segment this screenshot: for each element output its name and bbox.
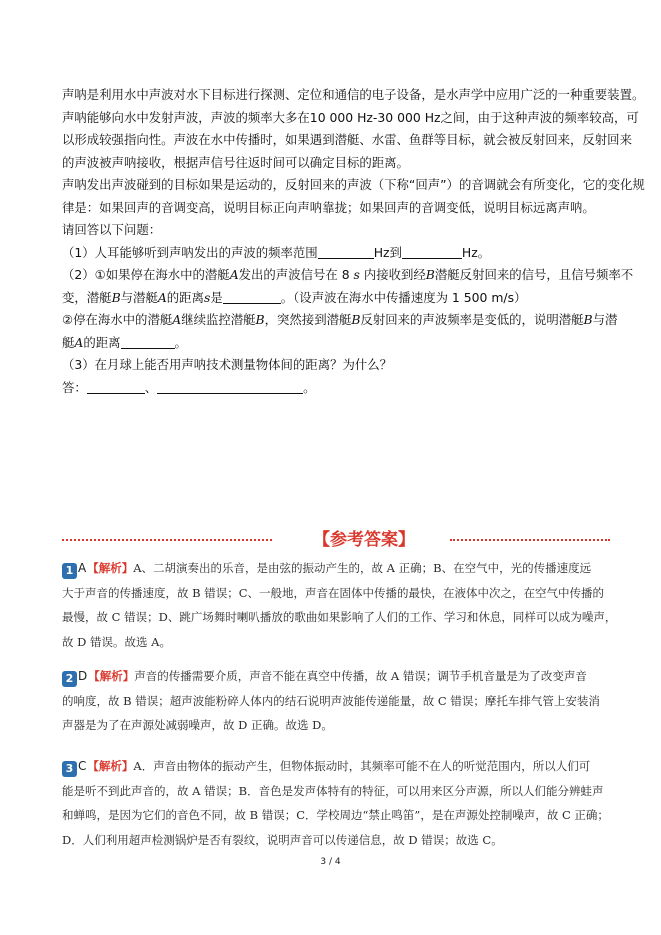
answer-number-badge: 2 bbox=[62, 671, 77, 687]
dotted-divider-right bbox=[450, 539, 610, 541]
answer-choice: A bbox=[78, 561, 87, 575]
answer-choice: C bbox=[78, 759, 87, 773]
answer-blank[interactable] bbox=[223, 289, 281, 304]
analysis-tag: 【解析】 bbox=[87, 561, 134, 575]
answer-number-badge: 1 bbox=[62, 563, 77, 579]
answer-blank[interactable] bbox=[87, 379, 145, 394]
answer-line: 声器是为了在声源处减弱噪声，故 D 正确。故选 D。 bbox=[62, 718, 333, 732]
paragraph-line: 请回答以下问题： bbox=[62, 222, 162, 237]
answer-line: 大于声音的传播速度，故 B 错误；C、一般地，声音在固体中传播的最快，在液体中次之，在空气中传播的 bbox=[62, 585, 605, 600]
analysis-tag: 【解析】 bbox=[88, 669, 135, 683]
answer-line: D．人们利用超声检测锅炉是否有裂纹，说明声音可以传递信息，故 D 错误；故选 C。 bbox=[62, 832, 503, 847]
answer-item-1: 1 A【解析】A、二胡演奏出的乐音，是由弦的振动产生的，故 A 正确；B、在空气中，光的传播速度远 大于声音的传播速度，故 B 错误；C、一般地，声音在固体中传播的最快，在液体中次之，在空气中传播的 最慢，故 C 错误；D、跳广场舞时喇叭播放的歌曲如果影响了人们的工作、学习和休息，同样可以成为噪声， 故 D 错误。故选 A。 bbox=[62, 556, 610, 654]
answer-item-3: 3 C【解析】A．声音由物体的振动产生，但物体振动时，其频率可能不在人的听觉范围内，所以人们可 能是听不到此声音的，故 A 错误；B．音色是发声体特有的特征，可以用来区分声源，所以人们能分辨蛙声 和蝉鸣，是因为它们的音色不同，故 B 错误；C．学校周边“禁止鸣笛”，是在声源处控制噪声，故 C 正确； D．人们利用超声检测锅炉是否有裂纹，说明声音可以传递信息，故 D 错误；故选 C。 bbox=[62, 754, 610, 852]
question-3-answer-line: 答： 、 。 bbox=[62, 379, 316, 395]
question-2-part-1-line-1: （2）①如果停在海水中的潜艇A发出的声波信号在 8 s 内接收到经B潜艇反射回来的信号，且信号频率不 bbox=[62, 267, 634, 282]
answer-item-2: 2 D【解析】声音的传播需要介质，声音不能在真空中传播，故 A 错误；调节手机音量是为了改变声音 的响度，故 B 错误；超声波能粉碎人体内的结石说明声波能传递能量，故 C 错误；摩托车排气管上安装消 声器是为了在声源处减弱噪声，故 D 正确。故选 D。 bbox=[62, 664, 610, 738]
answer-section-title: 【参考答案】 bbox=[313, 530, 415, 550]
answer-choice: D bbox=[78, 669, 88, 683]
page-number: 3 / 4 bbox=[320, 857, 341, 867]
paragraph-line: 声呐是利用水中声波对水下目标进行探测、定位和通信的电子设备，是水声学中应用广泛的一种重要装置。 bbox=[62, 87, 645, 102]
answer-line: 能是听不到此声音的，故 A 错误；B．音色是发声体特有的特征，可以用来区分声源，所以人们能分辨蛙声 bbox=[62, 783, 604, 798]
answer-line: 和蝉鸣，是因为它们的音色不同，故 B 错误；C．学校周边“禁止鸣笛”，是在声源处控制噪声，故 C 正确； bbox=[62, 808, 609, 822]
question-2-part-2-line-1: ②停在海水中的潜艇A继续监控潜艇B，突然接到潜艇B反射回来的声波频率是变低的，说明潜艇B与潜 bbox=[62, 312, 618, 327]
paragraph-line: 以形成较强指向性。声波在水中传播时，如果遇到潜艇、水雷、鱼群等目标，就会被反射回来，反射回来 bbox=[62, 132, 632, 147]
analysis-tag: 【解析】 bbox=[87, 759, 134, 773]
paragraph-line: 声呐能够向水中发射声波，声波的频率大多在10 000 Hz-30 000 Hz之间，由于这种声波的频率较高，可 bbox=[62, 109, 639, 125]
question-3: （3）在月球上能否用声呐技术测量物体间的距离？为什么？ bbox=[62, 357, 393, 372]
paragraph-line: 声呐发出声波碰到的目标如果是运动的，反射回来的声波（下称“回声”）的音调就会有所变化，它的变化规 bbox=[62, 177, 645, 192]
answer-number-badge: 3 bbox=[62, 761, 77, 777]
answer-line: 的响度，故 B 错误；超声波能粉碎人体内的结石说明声波能传递能量，故 C 错误；摩托车排气管上安装消 bbox=[62, 693, 600, 708]
answer-section-header bbox=[62, 527, 610, 553]
answer-blank[interactable] bbox=[157, 379, 303, 394]
answer-blank[interactable] bbox=[402, 244, 462, 259]
answer-blank[interactable] bbox=[318, 244, 374, 259]
question-1: （1）人耳能够听到声呐发出的声波的频率范围 Hz到 Hz。 bbox=[62, 244, 491, 260]
answer-line: 故 D 错误。故选 A。 bbox=[62, 634, 171, 649]
paragraph-line: 律是：如果回声的音调变高，说明目标正向声呐靠拢；如果回声的音调变低，说明目标远离声呐。 bbox=[62, 199, 595, 215]
answer-line: 最慢，故 C 错误；D、跳广场舞时喇叭播放的歌曲如果影响了人们的工作、学习和休息，同样可以成为噪声， bbox=[62, 610, 617, 624]
paragraph-line: 的声波被声呐接收，根据声信号往返时间可以确定目标的距离。 bbox=[62, 154, 409, 170]
question-2-part-2-line-2: 艇A的距离 。 bbox=[62, 334, 187, 350]
dotted-divider-left bbox=[62, 539, 272, 541]
question-section bbox=[62, 84, 645, 399]
question-2-part-1-line-2: 变，潜艇B与潜艇A的距离s是 。（设声波在海水中传播速度为 1 500 m/s） bbox=[62, 289, 527, 305]
answer-blank[interactable] bbox=[121, 334, 175, 349]
